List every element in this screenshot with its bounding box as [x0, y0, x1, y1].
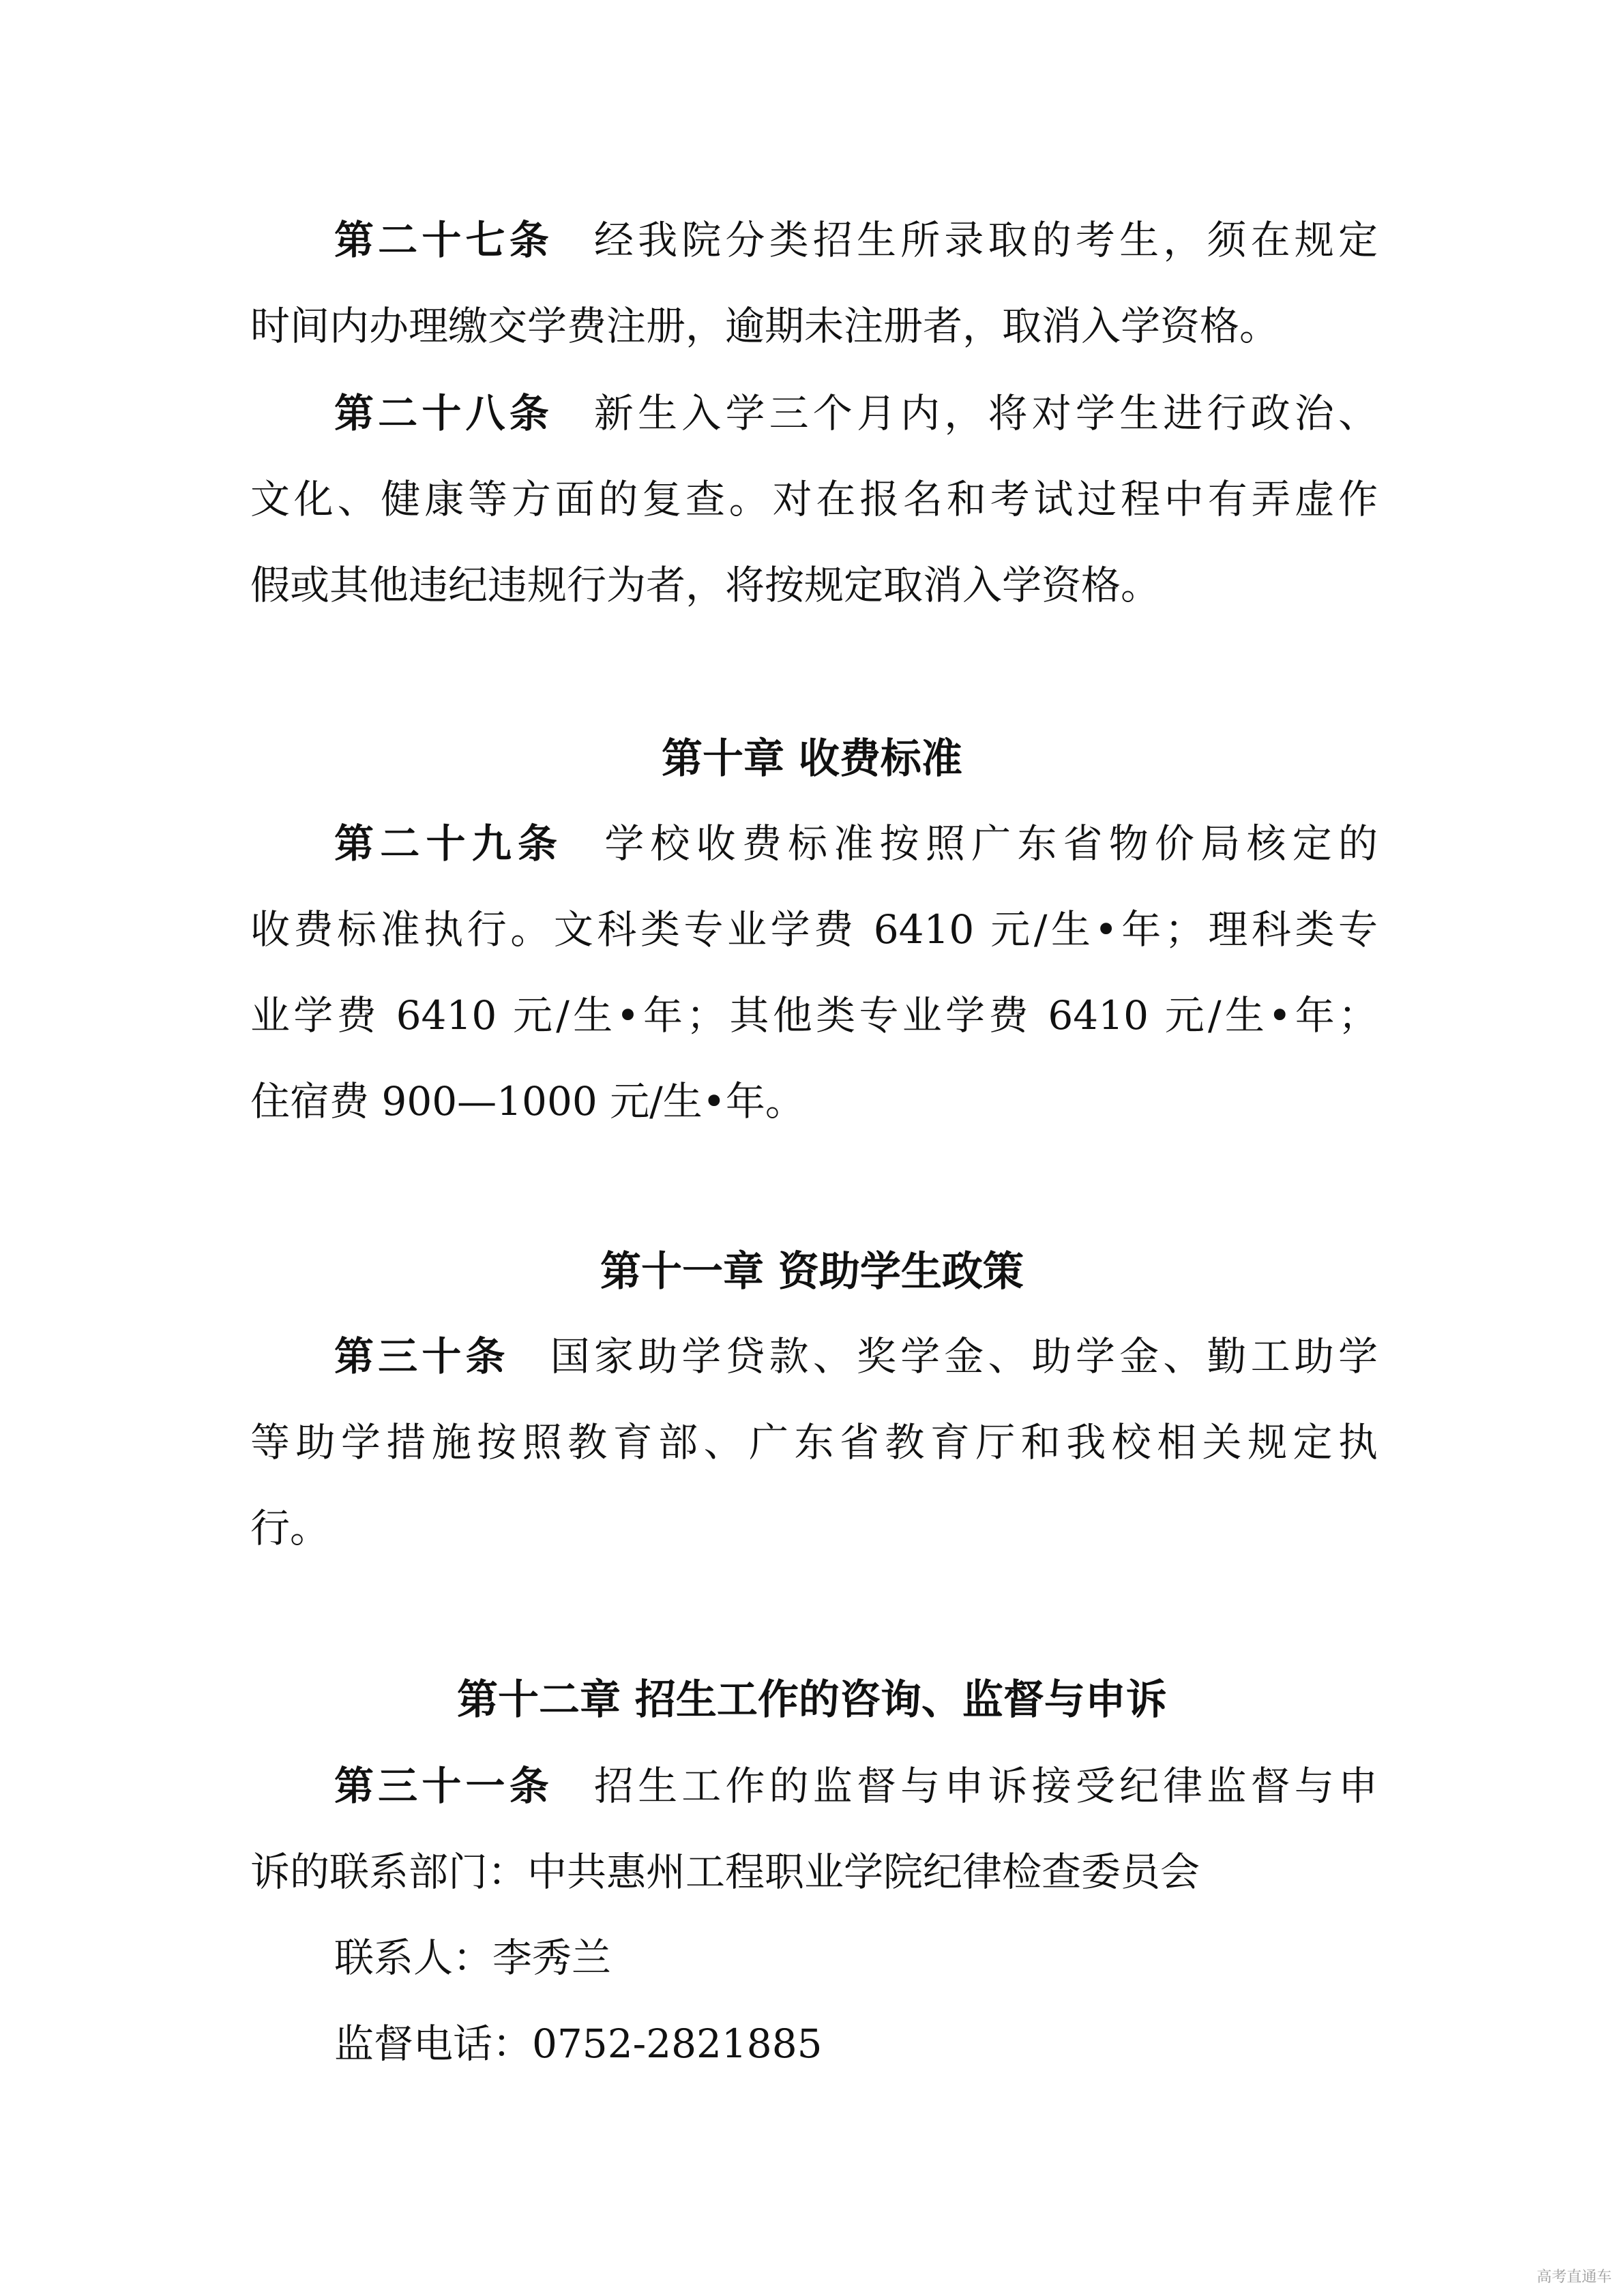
chapter-11-heading: 第十一章 资助学生政策: [600, 1248, 1024, 1296]
watermark-text: 高考直通车: [1536, 2269, 1612, 2286]
article-31-line-2: 诉的联系部门：中共惠州工程职业学院纪律检查委员会: [250, 1849, 1200, 1895]
article-30-line-1: 第三十条 国家助学贷款、奖学金、助学金、勤工助学: [334, 1333, 1378, 1380]
article-30-line-2: 等助学措施按照教育部、广东省教育厅和我校相关规定执: [250, 1419, 1378, 1465]
article-29-line-1: 第二十九条 学校收费标准按照广东省物价局核定的: [334, 820, 1378, 867]
article-30-line-3: 行。: [250, 1505, 330, 1551]
article-28-line-1: 第二十八条 新生入学三个月内，将对学生进行政治、: [334, 390, 1378, 436]
article-29-line-3: 业学费 6410 元/生•年；其他类专业学费 6410 元/生•年；: [250, 992, 1378, 1039]
chapter-12-heading: 第十二章 招生工作的咨询、监督与申诉: [457, 1676, 1167, 1724]
article-27-line-1: 第二十七条 经我院分类招生所录取的考生，须在规定: [334, 217, 1378, 263]
article-27-label: 第二十七条: [334, 217, 553, 263]
article-31-line-1: 第三十一条 招生工作的监督与申诉接受纪律监督与申: [334, 1763, 1378, 1809]
article-28-label: 第二十八条: [334, 390, 553, 436]
article-28-line-2: 文化、健康等方面的复查。对在报名和考试过程中有弄虚作: [250, 476, 1378, 522]
article-31-label: 第三十一条: [334, 1763, 553, 1809]
article-27-line-2: 时间内办理缴交学费注册，逾期未注册者，取消入学资格。: [250, 303, 1280, 349]
chapter-10-heading: 第十章 收费标准: [662, 735, 962, 783]
article-29-line-2: 收费标准执行。文科类专业学费 6410 元/生•年；理科类专: [250, 906, 1378, 953]
contact-person: 联系人：李秀兰: [334, 1935, 612, 1981]
article-29-line-4: 住宿费 900—1000 元/生•年。: [250, 1078, 805, 1124]
article-28-line-3: 假或其他违纪违规行为者，将按规定取消入学资格。: [250, 562, 1161, 608]
article-30-label: 第三十条: [334, 1333, 510, 1380]
contact-phone: 监督电话：0752-2821885: [334, 2021, 823, 2067]
article-29-label: 第二十九条: [334, 820, 564, 867]
